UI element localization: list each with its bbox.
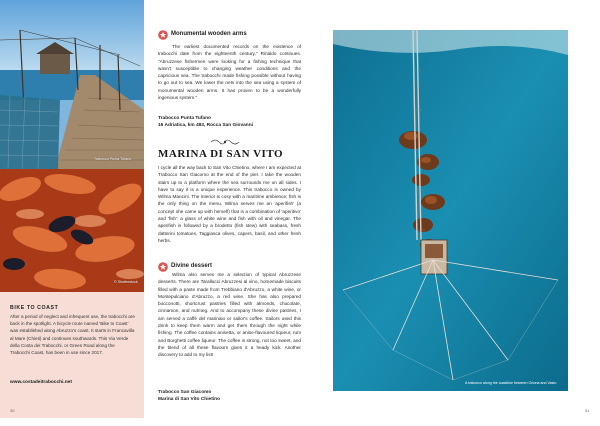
page-number-right: 31 [585, 408, 590, 413]
aerial-trabocco-illustration [333, 30, 568, 391]
address-san-giacomo-name: Trabocco San Giacomo [158, 390, 212, 395]
page-number-left: 30 [10, 408, 15, 413]
section-heading-marina: MARINA DI SAN VITO [158, 148, 284, 160]
pier-illustration [0, 0, 144, 169]
aerial-photo [333, 30, 568, 391]
section-heading-dessert: Divine dessert [171, 263, 213, 269]
star-icon [158, 30, 168, 40]
section-body-dessert: Wilma also serves me a selection of typical Abruzzese desserts. There are Tarallucci Abruzzesi al vino, homemade biscuits filled with a paste made from Trebbiano d'Abruzzo, a white wine, or Montepulciano d'Abruzzo, a red wine. She has also prepared bocconotti, shortcrust pastries filled with almonds, chocolate, cinnamon, and nutmeg. And to accompany these divine pastries, I am served a caffè del marinaio or sailor's coffee. Sailors used this drink to keep them warm and get them through the night while fishing. The coffee contains anisetta, or anise-flavoured liqueur, rum and Borghetti coffee liqueur. The coffee is strong, not too sweet, and the blend of all these flavours gives it a heady kick. Another discovery to add to my list! [158, 272, 301, 358]
address-punta-tufano-name: Trabocco Punta Tufano [158, 116, 211, 121]
seafood-photo [0, 169, 144, 292]
sidebar-link[interactable]: www.costadeitrabocchi.net [10, 380, 72, 385]
sidebar-body: After a period of neglect and infrequent use, the trabocchi are back in the spotlight. A bicycle route named 'Bike to Coast' was established along Abruzzo's coast. It starts in Francavilla al Mare (Chieti) and continues southwards. This Via Verde della Costa dei Trabocchi, or Green Road along the Trabocchi Coast, has been in use since 2017. [10, 314, 135, 356]
pier-photo [0, 0, 144, 169]
address-san-giacomo-place: Marina di San Vito Chietino [158, 397, 221, 402]
section-heading-wooden-arms: Monumental wooden arms [171, 31, 247, 37]
section-body-wooden-arms: The earliest documented records on the existence of trabocchi date from the eighteenth century," Rinaldo continues. "Abruzzese fishermen were looking for a fishing technique that wasn't susceptible to changing weather conditions and the capricious sea. The trabocchi made fishing possible without having to go out to sea. We lower the nets into the sea using a system of monumental wooden arms. It has proven to be a wonderfully ingenious system." [158, 44, 301, 101]
seafood-photo-caption: © Shutterstock [114, 280, 138, 284]
section-body-marina: I cycle all the way back to San Vito Chietino, where I am expected at Trabocco San Giacomo at the end of the pier. I take the wooden stairs up to a platform where the sea surrounds me on all sides. I have to say it is a unique experience. This trabocco is owned by Wilma Mancini. The interior is cosy with a maritime ambience; fish is the only thing on the menu. Wilma serves me an 'aperifish' (a concept she came up with herself) that is a combination of 'aperitivo' and 'fish': a glass of white wine and fish with oil and vinegar. The aperifish is followed by a brodetto (fish stew) with seabass, fresh datterini tomatoes, Taggiasca olives, capers, basil, and other fresh herbs. [158, 165, 301, 243]
ornament-divider-icon [210, 138, 240, 146]
aerial-photo-caption: A trabocco along the coastline between Ortona and Vasto [465, 381, 557, 385]
seafood-illustration [0, 169, 144, 292]
pier-photo-caption: Trabocco Punta Tufano [94, 157, 132, 161]
sidebar-title: BIKE TO COAST [10, 305, 59, 311]
address-punta-tufano-street: 16 Adriatica, km 483, Rocca San Giovanni [158, 123, 254, 128]
